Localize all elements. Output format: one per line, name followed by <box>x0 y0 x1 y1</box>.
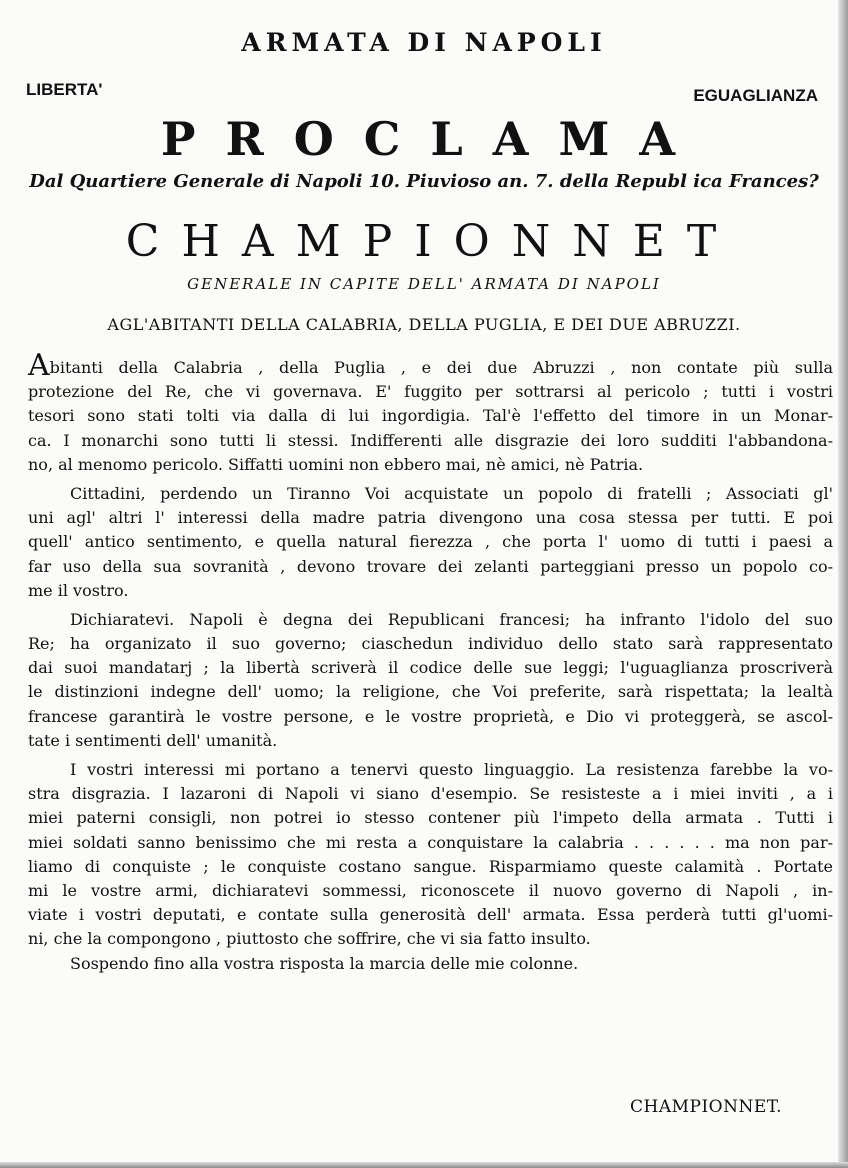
body-line: quell' antico sentimento, e quella natural fierezza , che porta l' uomo di tutti i paesi a <box>28 532 833 552</box>
army-heading: ARMATA DI NAPOLI <box>241 28 607 57</box>
drop-cap: A <box>28 348 50 383</box>
body-line: le distinzioni indegne dell' uomo; la religione, che Voi preferite, sarà rispettata; la lealtà <box>28 682 833 702</box>
signature: CHAMPIONNET. <box>629 1097 782 1117</box>
document-title: PROCLAMA <box>160 112 706 166</box>
body-line: Abitanti della Calabria , della Puglia , e dei due Abruzzi , non contate più sulla <box>28 348 833 383</box>
proclamation-body <box>28 348 833 976</box>
body-line: Re; ha organizato il suo governo; ciaschedun individuo dello stato sarà rappresentato <box>28 634 833 654</box>
body-line: francese garantirà le vostre persone, e le vostre proprietà, e Dio vi proteggerà, se ascol- <box>28 706 833 726</box>
body-line: dai suoi mandatarj ; la libertà scriverà il codice delle sue leggi; l'uguaglianza proscriverà <box>28 658 833 678</box>
body-line: tate i sentimenti dell' umanità. <box>28 730 278 750</box>
motto-liberta: LIBERTA' <box>26 80 103 99</box>
body-line: viate i vostri deputati, e contate sulla generosità dell' armata. Essa perderà tutti gl'uomi- <box>28 905 833 925</box>
body-line: far uso della sua sovranità , devono trovare dei zelanti parteggiani presso un popolo co- <box>28 556 833 576</box>
body-line: me il vostro. <box>28 580 129 600</box>
body-line: miei soldati sanno benissimo che mi resta a conquistare la calabria . . . . . . ma non par- <box>28 832 833 852</box>
body-line: uni agl' altri l' interessi della madre patria divengono una cosa stessa per tutti. E poi <box>28 508 833 528</box>
body-line: I vostri interessi mi portano a tenervi questo linguaggio. La resistenza farebbe la vo- <box>70 760 833 779</box>
dateline: Dal Quartiere Generale di Napoli 10. Piuvioso an. 7. della Republ ica Frances? <box>29 171 819 192</box>
body-line: stra disgrazia. I lazaroni di Napoli vi siano d'esempio. Se resisteste a i miei inviti , a i <box>28 784 833 804</box>
body-line: Dichiaratevi. Napoli è degna dei Republicani francesi; ha infranto l'idolo del suo <box>70 609 833 629</box>
body-line: mi le vostre armi, dichiaratevi sommessi, riconoscete il nuovo governo di Napoli , in- <box>28 880 833 900</box>
body-line: liamo di conquiste ; le conquiste costano sangue. Risparmiamo queste calamità . Portate <box>28 856 833 876</box>
body-line: protezione del Re, che vi governava. E' fuggito per sottrarsi al pericolo ; tutti i vostri <box>28 382 833 402</box>
scan-edge-right <box>838 0 848 1168</box>
address-line: AGL'ABITANTI DELLA CALABRIA, DELLA PUGLIA, E DEI DUE ABRUZZI. <box>107 315 741 334</box>
body-line: ca. I monarchi sono tutti li stessi. Indifferenti alle disgrazie dei loro sudditi l'abbandona- <box>28 430 833 450</box>
scan-edge-bottom <box>0 1162 848 1168</box>
body-line: Cittadini, perdendo un Tiranno Voi acquistate un popolo di fratelli ; Associati gl' <box>70 483 833 503</box>
body-line: miei paterni consigli, non potrei io stesso contener più l'impeto della armata . Tutti i <box>28 808 833 828</box>
body-line: no, al menomo pericolo. Siffatti uomini non ebbero mai, nè amici, nè Patria. <box>28 454 644 474</box>
general-name: CHAMPIONNET <box>125 216 739 267</box>
general-title: GENERALE IN CAPITE DELL' ARMATA DI NAPOLI <box>187 275 661 293</box>
body-line: Sospendo fino alla vostra risposta la marcia delle mie colonne. <box>70 953 579 973</box>
motto-eguaglianza: EGUAGLIANZA <box>693 86 818 105</box>
body-line: tesori sono stati tolti via dalla di lui ingordigia. Tal'è l'effetto del timore in un Monar- <box>28 406 833 426</box>
body-line: ni, che la compongono , piuttosto che soffrire, che vi sia fatto insulto. <box>28 929 591 949</box>
